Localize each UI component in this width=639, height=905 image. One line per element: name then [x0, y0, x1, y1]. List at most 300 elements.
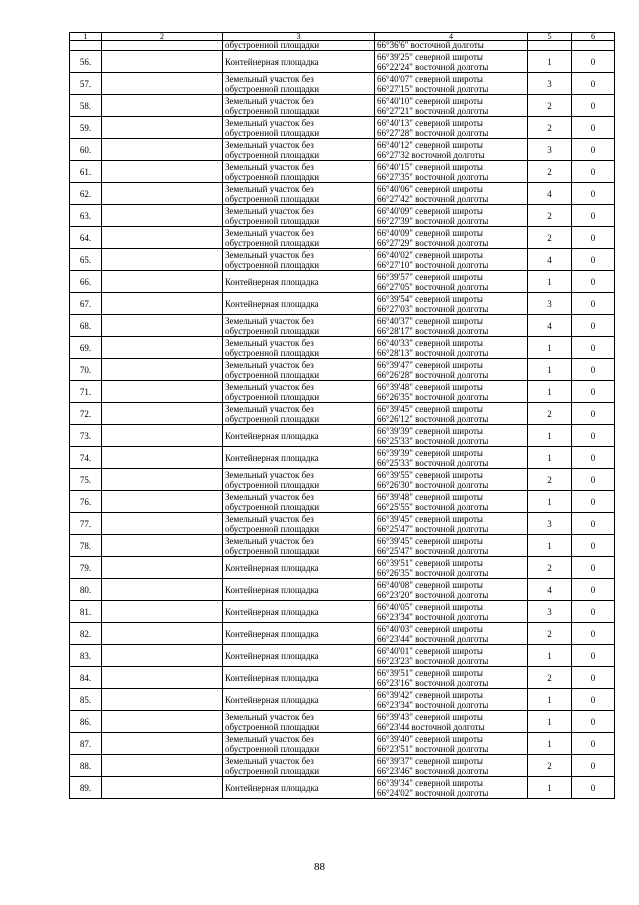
coordinates-line: 66°27'32 восточной долготы [377, 149, 485, 160]
row-number: 63. [70, 205, 102, 227]
coordinates-line: 66°25'47" восточной долготы [377, 523, 489, 534]
coordinates-line: 66°26'35" восточной долготы [377, 391, 489, 402]
header-col-2: 2 [102, 33, 223, 41]
site-type [223, 183, 375, 205]
site-type [223, 227, 375, 249]
coordinates [375, 161, 528, 183]
coordinates-line: 66°27'39" восточной долготы [377, 215, 489, 226]
coordinates [375, 95, 528, 117]
row-col-2 [102, 403, 223, 425]
continuation-coords: 66°36'6" восточной долготы [375, 41, 528, 51]
coordinates-line: 66°23'46" восточной долготы [377, 765, 489, 776]
row-col-2 [102, 777, 223, 799]
row-col-2 [102, 601, 223, 623]
site-type [223, 447, 375, 469]
table-row [70, 95, 615, 117]
site-type-line: обустроенной площадки [225, 347, 320, 358]
coordinates-line: 66°39'57" северной широты [377, 271, 483, 282]
row-number: 81. [70, 601, 102, 623]
container-count: 1 [528, 711, 572, 733]
coordinates-line: 66°24'02" восточной долготы [377, 787, 489, 798]
site-type [223, 711, 375, 733]
table-row [70, 645, 615, 667]
coordinates [375, 601, 528, 623]
container-count: 2 [528, 95, 572, 117]
table-row [70, 689, 615, 711]
continuation-num [70, 41, 102, 51]
site-type [223, 381, 375, 403]
table-row [70, 205, 615, 227]
column-6-value: 0 [572, 777, 615, 799]
table-row [70, 139, 615, 161]
site-type-line: Контейнерная площадка [225, 584, 319, 595]
container-count: 4 [528, 315, 572, 337]
row-col-2 [102, 73, 223, 95]
continuation-extra [572, 41, 615, 51]
table-row [70, 579, 615, 601]
coordinates-line: 66°27'21" восточной долготы [377, 105, 489, 116]
row-col-2 [102, 381, 223, 403]
continuation-row [70, 41, 615, 51]
row-number: 89. [70, 777, 102, 799]
coordinates-line: 66°39'51" северной широты [377, 667, 483, 678]
site-type [223, 755, 375, 777]
column-6-value: 0 [572, 403, 615, 425]
row-number: 79. [70, 557, 102, 579]
row-number: 67. [70, 293, 102, 315]
row-number: 56. [70, 51, 102, 73]
row-col-2 [102, 249, 223, 271]
site-type-line: обустроенной площадки [225, 171, 320, 182]
container-count: 1 [528, 733, 572, 755]
table-row [70, 755, 615, 777]
site-type [223, 139, 375, 161]
row-col-2 [102, 689, 223, 711]
row-col-2 [102, 205, 223, 227]
coordinates [375, 623, 528, 645]
page-number: 88 [314, 861, 325, 873]
container-count: 1 [528, 359, 572, 381]
table-row [70, 315, 615, 337]
site-type-line: обустроенной площадки [225, 765, 320, 776]
coordinates-line: 66°40'05" северной широты [377, 601, 483, 612]
coordinates [375, 73, 528, 95]
table-row [70, 161, 615, 183]
coordinates-line: 66°23'44" восточной долготы [377, 633, 489, 644]
row-number: 72. [70, 403, 102, 425]
container-count: 4 [528, 183, 572, 205]
coordinates-line: 66°40'13" северной широты [377, 117, 483, 128]
site-type-line: обустроенной площадки [225, 391, 320, 402]
site-type [223, 733, 375, 755]
coordinates-line: 66°39'55" северной широты [377, 469, 483, 480]
site-type-line: обустроенной площадки [225, 545, 320, 556]
container-count: 3 [528, 513, 572, 535]
column-6-value: 0 [572, 557, 615, 579]
coordinates-line: 66°27'28" восточной долготы [377, 127, 489, 138]
site-type [223, 95, 375, 117]
site-type-line: Контейнерная площадка [225, 650, 319, 661]
column-6-value: 0 [572, 469, 615, 491]
header-row [70, 33, 615, 41]
coordinates [375, 51, 528, 73]
row-number: 86. [70, 711, 102, 733]
site-type-line: Контейнерная площадка [225, 452, 319, 463]
row-col-2 [102, 161, 223, 183]
site-type-line: Земельный участок без [225, 227, 314, 238]
row-col-2 [102, 51, 223, 73]
container-count: 1 [528, 535, 572, 557]
container-count: 1 [528, 271, 572, 293]
coordinates-line: 66°27'42" восточной долготы [377, 193, 489, 204]
site-type [223, 117, 375, 139]
site-type-line: Контейнерная площадка [225, 694, 319, 705]
row-number: 77. [70, 513, 102, 535]
site-type-line: Земельный участок без [225, 315, 314, 326]
column-6-value: 0 [572, 623, 615, 645]
row-number: 78. [70, 535, 102, 557]
container-count: 2 [528, 161, 572, 183]
column-6-value: 0 [572, 425, 615, 447]
site-type-line: обустроенной площадки [225, 193, 320, 204]
column-6-value: 0 [572, 733, 615, 755]
container-count: 2 [528, 227, 572, 249]
table-row [70, 337, 615, 359]
container-count: 1 [528, 447, 572, 469]
site-type [223, 51, 375, 73]
site-type-line: Земельный участок без [225, 95, 314, 106]
row-number: 84. [70, 667, 102, 689]
coordinates-line: 66°40'07" северной широты [377, 73, 483, 84]
column-6-value: 0 [572, 183, 615, 205]
coordinates-line: 66°39'51" северной широты [377, 557, 483, 568]
row-number: 64. [70, 227, 102, 249]
table-row [70, 447, 615, 469]
coordinates-line: 66°40'02" северной широты [377, 249, 483, 260]
coordinates [375, 381, 528, 403]
site-type-line: обустроенной площадки [225, 369, 320, 380]
row-col-2 [102, 711, 223, 733]
coordinates-line: 66°39'34" северной широты [377, 777, 483, 788]
site-type-line: обустроенной площадки [225, 413, 320, 424]
site-type [223, 667, 375, 689]
coordinates-line: 66°23'34" восточной долготы [377, 611, 489, 622]
site-type-line: Земельный участок без [225, 205, 314, 216]
site-type-line: Земельный участок без [225, 73, 314, 84]
column-6-value: 0 [572, 513, 615, 535]
site-type-line: Контейнерная площадка [225, 56, 319, 67]
row-number: 70. [70, 359, 102, 381]
coordinates-line: 66°39'45" северной широты [377, 535, 483, 546]
coordinates-line: 66°40'12" северной широты [377, 139, 483, 150]
coordinates [375, 645, 528, 667]
container-count: 2 [528, 117, 572, 139]
container-count: 4 [528, 579, 572, 601]
container-count: 2 [528, 755, 572, 777]
row-number: 71. [70, 381, 102, 403]
row-col-2 [102, 491, 223, 513]
table-row [70, 777, 615, 799]
table-body [70, 41, 615, 799]
coordinates-line: 66°40'15" северной широты [377, 161, 483, 172]
column-6-value: 0 [572, 579, 615, 601]
coordinates [375, 711, 528, 733]
row-number: 88. [70, 755, 102, 777]
container-count: 2 [528, 469, 572, 491]
container-count: 3 [528, 601, 572, 623]
row-number: 68. [70, 315, 102, 337]
site-type [223, 513, 375, 535]
column-6-value: 0 [572, 359, 615, 381]
column-6-value: 0 [572, 447, 615, 469]
site-type-line: Земельный участок без [225, 161, 314, 172]
site-type [223, 491, 375, 513]
container-count: 2 [528, 557, 572, 579]
row-number: 82. [70, 623, 102, 645]
container-count: 1 [528, 777, 572, 799]
row-col-2 [102, 183, 223, 205]
site-type-line: Земельный участок без [225, 513, 314, 524]
coordinates-line: 66°39'37" северной широты [377, 755, 483, 766]
table-row [70, 359, 615, 381]
site-type-line: обустроенной площадки [225, 501, 320, 512]
site-type [223, 777, 375, 799]
coordinates [375, 491, 528, 513]
coordinates-line: 66°26'30" восточной долготы [377, 479, 489, 490]
container-count: 3 [528, 139, 572, 161]
row-number: 58. [70, 95, 102, 117]
row-col-2 [102, 315, 223, 337]
coordinates-line: 66°25'55" восточной долготы [377, 501, 489, 512]
site-type-line: Земельный участок без [225, 359, 314, 370]
row-col-2 [102, 733, 223, 755]
row-number: 74. [70, 447, 102, 469]
coordinates-line: 66°40'08" северной широты [377, 579, 483, 590]
table-row [70, 513, 615, 535]
container-count: 1 [528, 381, 572, 403]
column-6-value: 0 [572, 271, 615, 293]
column-6-value: 0 [572, 381, 615, 403]
table-row [70, 117, 615, 139]
coordinates [375, 139, 528, 161]
coordinates [375, 337, 528, 359]
coordinates-line: 66°39'43" северной широты [377, 711, 483, 722]
coordinates-line: 66°39'39" северной широты [377, 425, 483, 436]
row-number: 62. [70, 183, 102, 205]
row-col-2 [102, 95, 223, 117]
coordinates [375, 469, 528, 491]
column-6-value: 0 [572, 667, 615, 689]
coordinates [375, 205, 528, 227]
table-row [70, 249, 615, 271]
site-type [223, 623, 375, 645]
site-type-line: Контейнерная площадка [225, 430, 319, 441]
coordinates-line: 66°23'20" восточной долготы [377, 589, 489, 600]
container-count: 4 [528, 249, 572, 271]
coordinates-line: 66°39'48" северной широты [377, 491, 483, 502]
site-type [223, 403, 375, 425]
column-6-value: 0 [572, 95, 615, 117]
site-type-line: Земельный участок без [225, 139, 314, 150]
site-type [223, 205, 375, 227]
row-col-2 [102, 227, 223, 249]
container-count: 1 [528, 337, 572, 359]
site-type [223, 535, 375, 557]
row-col-2 [102, 359, 223, 381]
container-count: 2 [528, 667, 572, 689]
row-col-2 [102, 579, 223, 601]
table-row [70, 73, 615, 95]
coordinates [375, 689, 528, 711]
row-col-2 [102, 447, 223, 469]
row-col-2 [102, 623, 223, 645]
column-6-value: 0 [572, 293, 615, 315]
coordinates-line: 66°26'28" восточной долготы [377, 369, 489, 380]
site-type [223, 557, 375, 579]
header-col-5: 5 [528, 33, 572, 41]
site-type-line: обустроенной площадки [225, 325, 320, 336]
site-type [223, 689, 375, 711]
table-row [70, 51, 615, 73]
coordinates-line: 66°39'45" северной широты [377, 513, 483, 524]
table-row [70, 469, 615, 491]
site-type [223, 645, 375, 667]
header-col-1: 1 [70, 33, 102, 41]
header-col-6: 6 [572, 33, 615, 41]
container-count: 2 [528, 403, 572, 425]
continuation-qty [528, 41, 572, 51]
coordinates [375, 403, 528, 425]
coordinates [375, 733, 528, 755]
row-number: 73. [70, 425, 102, 447]
container-count: 1 [528, 51, 572, 73]
row-col-2 [102, 645, 223, 667]
table-row [70, 381, 615, 403]
site-type-line: обустроенной площадки [225, 259, 320, 270]
column-6-value: 0 [572, 491, 615, 513]
table-row [70, 425, 615, 447]
site-type-line: Контейнерная площадка [225, 562, 319, 573]
column-6-value: 0 [572, 755, 615, 777]
coordinates-line: 66°27'10" восточной долготы [377, 259, 489, 270]
coordinates [375, 447, 528, 469]
row-col-2 [102, 535, 223, 557]
site-type-line: обустроенной площадки [225, 105, 320, 116]
site-type-line: Земельный участок без [225, 403, 314, 414]
row-number: 69. [70, 337, 102, 359]
site-type-line: Контейнерная площадка [225, 628, 319, 639]
site-type-line: Контейнерная площадка [225, 298, 319, 309]
coordinates-line: 66°39'25" северной широты [377, 51, 483, 62]
column-6-value: 0 [572, 51, 615, 73]
row-number: 75. [70, 469, 102, 491]
row-col-2 [102, 667, 223, 689]
site-type [223, 73, 375, 95]
container-count: 2 [528, 205, 572, 227]
site-type-line: обустроенной площадки [225, 743, 320, 754]
row-number: 80. [70, 579, 102, 601]
column-6-value: 0 [572, 205, 615, 227]
site-type [223, 469, 375, 491]
site-type-line: Контейнерная площадка [225, 276, 319, 287]
coordinates-line: 66°27'35" восточной долготы [377, 171, 489, 182]
site-type [223, 359, 375, 381]
header-col-4: 4 [375, 33, 528, 41]
site-type-line: Контейнерная площадка [225, 782, 319, 793]
container-count: 2 [528, 623, 572, 645]
coordinates [375, 557, 528, 579]
site-type-line: Земельный участок без [225, 535, 314, 546]
coordinates-line: 66°22'24" восточной долготы [377, 61, 489, 72]
row-number: 61. [70, 161, 102, 183]
coordinates-line: 66°39'45" северной широты [377, 403, 483, 414]
column-6-value: 0 [572, 337, 615, 359]
site-type-line: Контейнерная площадка [225, 672, 319, 683]
coordinates-line: 66°28'17" восточной долготы [377, 325, 489, 336]
row-col-2 [102, 293, 223, 315]
coordinates-line: 66°40'03" северной широты [377, 623, 483, 634]
coordinates-line: 66°28'13" восточной долготы [377, 347, 489, 358]
row-number: 57. [70, 73, 102, 95]
coordinates-line: 66°26'12" восточной долготы [377, 413, 489, 424]
coordinates [375, 117, 528, 139]
coordinates-line: 66°40'09" северной широты [377, 205, 483, 216]
coordinates-line: 66°23'44 восточной долготы [377, 721, 485, 732]
site-type-line: обустроенной площадки [225, 127, 320, 138]
coordinates [375, 227, 528, 249]
coordinates-line: 66°23'34" восточной долготы [377, 699, 489, 710]
table-row [70, 733, 615, 755]
coordinates [375, 755, 528, 777]
table-row [70, 403, 615, 425]
row-number: 59. [70, 117, 102, 139]
coordinates-line: 66°25'33" восточной долготы [377, 457, 489, 468]
column-6-value: 0 [572, 161, 615, 183]
row-number: 66. [70, 271, 102, 293]
row-number: 85. [70, 689, 102, 711]
coordinates [375, 359, 528, 381]
row-col-2 [102, 139, 223, 161]
site-type [223, 579, 375, 601]
container-count: 1 [528, 425, 572, 447]
coordinates-line: 66°39'42" северной широты [377, 689, 483, 700]
container-count: 1 [528, 491, 572, 513]
site-type-line: обустроенной площадки [225, 721, 320, 732]
coordinates-line: 66°40'09" северной широты [377, 227, 483, 238]
site-type-line: Земельный участок без [225, 183, 314, 194]
site-type [223, 271, 375, 293]
coordinates-line: 66°23'51" восточной долготы [377, 743, 489, 754]
coordinates [375, 579, 528, 601]
table-row [70, 491, 615, 513]
column-6-value: 0 [572, 535, 615, 557]
column-6-value: 0 [572, 601, 615, 623]
coordinates [375, 315, 528, 337]
container-count: 3 [528, 293, 572, 315]
container-count: 1 [528, 689, 572, 711]
column-6-value: 0 [572, 139, 615, 161]
coordinates-line: 66°40'33" северной широты [377, 337, 483, 348]
table-row [70, 183, 615, 205]
site-type [223, 601, 375, 623]
site-type-line: Земельный участок без [225, 337, 314, 348]
continuation-type: обустроенной площадки [223, 41, 375, 51]
site-type-line: Земельный участок без [225, 381, 314, 392]
coordinates-line: 66°23'16" восточной долготы [377, 677, 489, 688]
site-type [223, 425, 375, 447]
coordinates-line: 66°27'29" восточной долготы [377, 237, 489, 248]
row-col-2 [102, 755, 223, 777]
